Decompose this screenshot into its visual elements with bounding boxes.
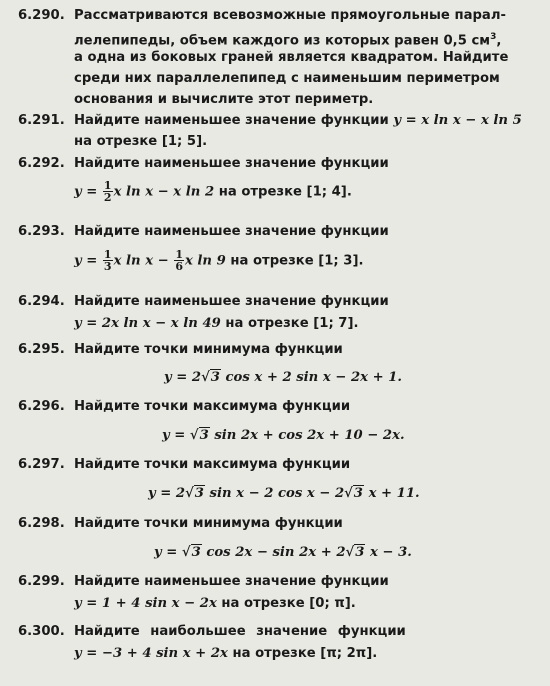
formula: y = x ln x − x ln 5	[393, 113, 522, 128]
problem-text-line: Найдите точки минимума функции	[74, 516, 343, 531]
problem-number: 6.300.	[18, 624, 65, 639]
problem-text-line: среди них параллелепипед с наименьшим периметром	[74, 71, 500, 86]
fraction: $\frac{1}{2}$	[103, 179, 112, 204]
formula-line: y = 2√3 sin x − 2 cos x − 2√3 x + 11.	[148, 486, 420, 501]
problem-text-line: а одна из боковых граней является квадратом. Найдите	[74, 50, 509, 65]
formula-line: y = −3 + 4 sin x + 2x на отрезке [π; 2π].	[74, 646, 378, 661]
formula-line: y = √3 sin 2x + cos 2x + 10 − 2x.	[162, 428, 405, 443]
problem-text-line: лелепипеды, объем каждого из которых равен 0,5 $см^3$,	[74, 32, 502, 49]
superscript: 3	[490, 32, 497, 42]
problem-text-line: основания и вычислите этот периметр.	[74, 92, 374, 107]
problem-text-line: на отрезке [1; 5].	[74, 134, 208, 149]
problem-number: 6.293.	[18, 224, 65, 239]
fraction: $\frac{1}{6}$	[175, 248, 183, 273]
fraction: $\frac{1}{3}$	[103, 248, 112, 273]
problem-number: 6.292.	[18, 156, 65, 171]
formula-line: y = $\frac{1}{3}$ x ln x − $\frac{1}{6}$ x ln 9 на отрезке [1; 3].	[74, 248, 364, 273]
problem-number: 6.294.	[18, 294, 65, 309]
formula-line: y = 2√3 cos x + 2 sin x − 2x + 1.	[164, 370, 402, 385]
problem-text-line: Найдите наименьшее значение функции	[74, 156, 389, 171]
problem-text-line: Найдите наименьшее значение функции	[74, 224, 389, 239]
problem-number: 6.295.	[18, 342, 65, 357]
problem-number: 6.290.	[18, 8, 65, 23]
problem-text-line: Рассматриваются всевозможные прямоугольные парал-	[74, 8, 506, 23]
problem-number: 6.296.	[18, 399, 65, 414]
problem-text-line: Найдите точки максимума функции	[74, 457, 351, 472]
formula-line: y = 2x ln x − x ln 49 на отрезке [1; 7].	[74, 316, 359, 331]
problem-number: 6.299.	[18, 574, 65, 589]
problem-text-line: Найдите наибольшее значение функции	[74, 624, 406, 639]
problem-text-line: Найдите точки минимума функции	[74, 342, 343, 357]
problem-text-line: Найдите наименьшее значение функции	[74, 574, 389, 589]
problem-number: 6.298.	[18, 516, 65, 531]
formula-line: y = √3 cos 2x − sin 2x + 2√3 x − 3.	[154, 545, 412, 560]
problem-number: 6.297.	[18, 457, 65, 472]
problem-text-line: Найдите наименьшее значение функции	[74, 294, 389, 309]
formula-line: y = 1 + 4 sin x − 2x на отрезке [0; π].	[74, 596, 356, 611]
problem-text-line: Найдите наименьшее значение функции y = x ln x − x ln 5	[74, 113, 522, 128]
problem-text-line: Найдите точки максимума функции	[74, 399, 351, 414]
formula-line: y = $\frac{1}{2}$ x ln x − x ln 2 на отрезке [1; 4].	[74, 179, 352, 204]
problem-number: 6.291.	[18, 113, 65, 128]
